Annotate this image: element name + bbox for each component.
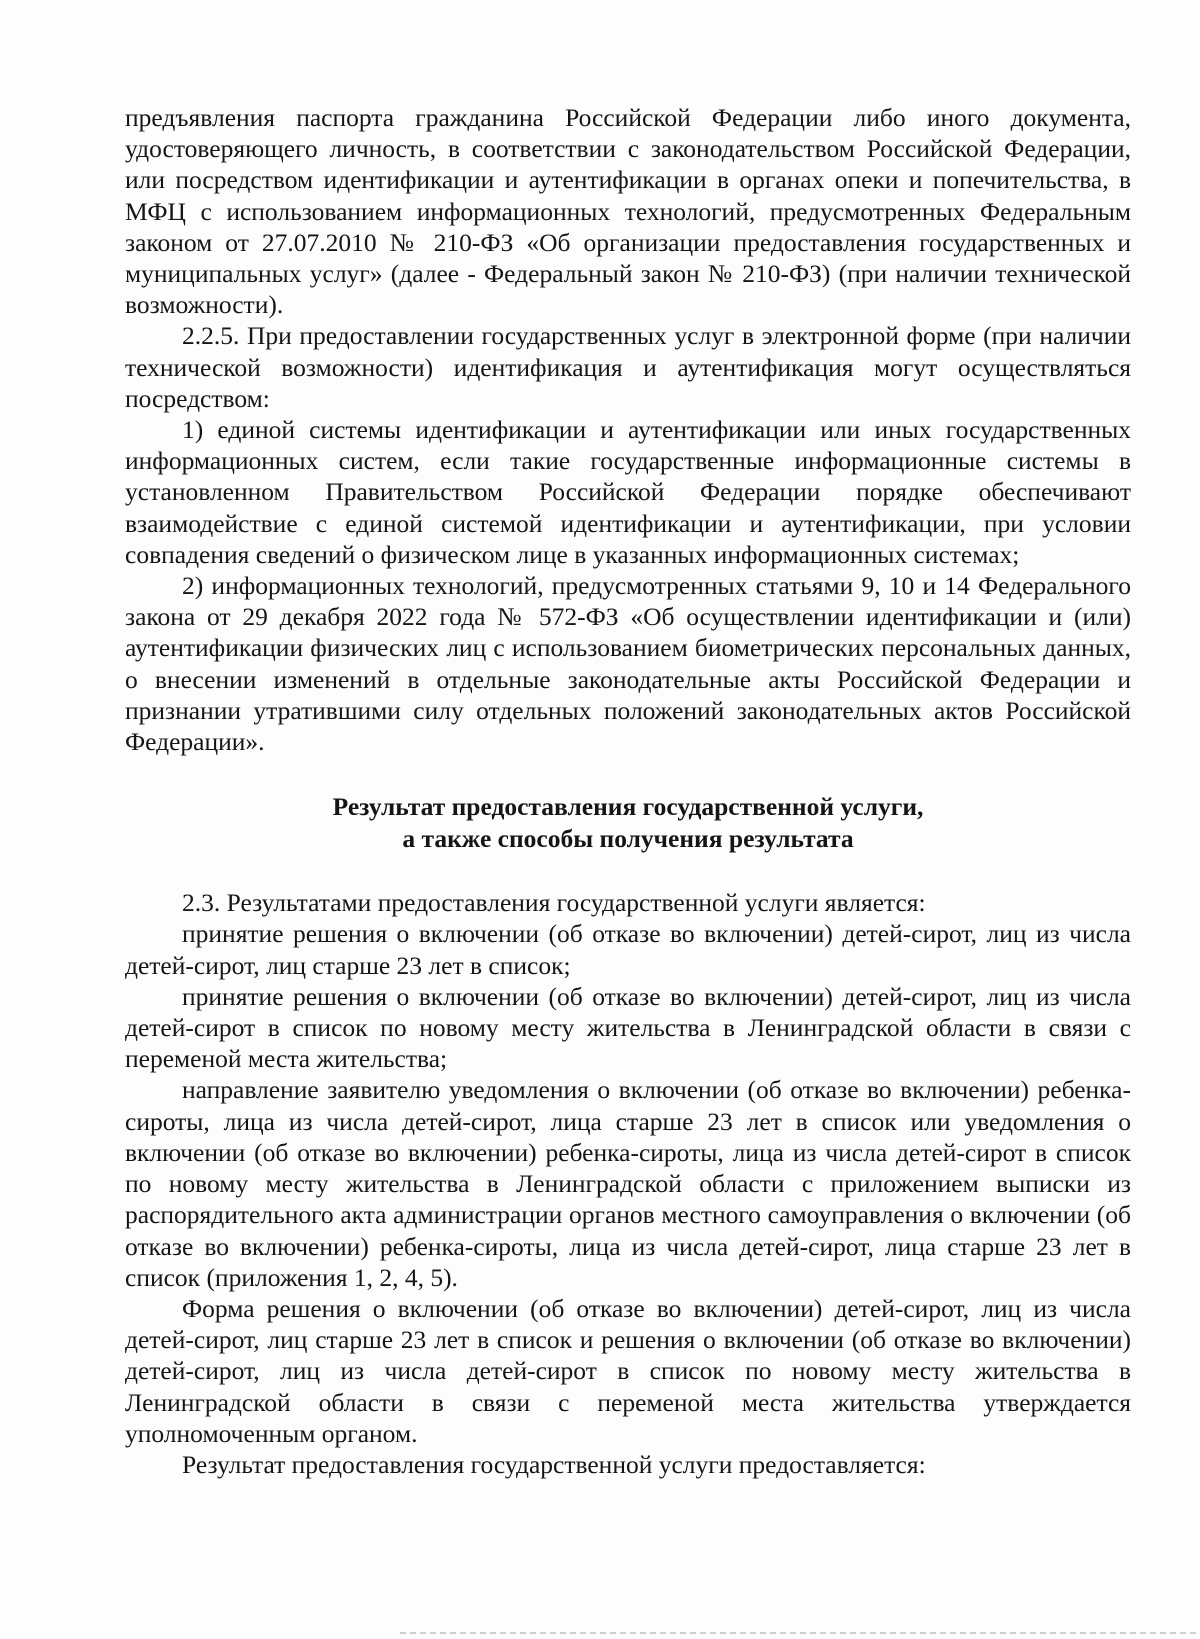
document-body xyxy=(125,102,1131,1480)
paragraph-identity-documents: предъявления паспорта гражданина Российской Федерации либо иного документа, удостоверяющего личность, в соответствии с законодательством Российской Федерации, или посредством идентификации и аутентификации в органах опеки и попечительства, в МФЦ с использованием информационных технологий, предусмотренных Федеральным законом от 27.07.2010 № 210-ФЗ «Об организации предоставления государственных и муниципальных услуг» (далее - Федеральный закон № 210-ФЗ) (при наличии технической возможности). xyxy=(125,103,1131,320)
paragraph-2-2-5: 2.2.5. При предоставлении государственных услуг в электронной форме (при наличии технической возможности) идентификация и аутентификация могут осуществляться посредством: xyxy=(125,321,1131,413)
section-heading xyxy=(125,791,1131,855)
paragraph-result-notification: направление заявителю уведомления о включении (об отказе во включении) ребенка-сироты, лица из числа детей-сирот, лица старше 23 лет в список или уведомления о включении (об отказе во включении) ребенка-сироты, лица из числа детей-сирот в список по новому месту жительства в Ленинградской области с приложением выписки из распорядительного акта администрации органов местного самоуправления о включении (об отказе во включении) ребенка-сироты, лица из числа детей-сирот, лица старше 23 лет в список (приложения 1, 2, 4, 5). xyxy=(125,1075,1131,1292)
paragraph-item-2: 2) информационных технологий, предусмотренных статьями 9, 10 и 14 Федерального закона от 29 декабря 2022 года № 572-ФЗ «Об осуществлении идентификации и (или) аутентификации физических лиц с использованием биометрических персональных данных, о внесении изменений в отдельные законодательные акты Российской Федерации и признании утратившими силу отдельных положений законодательных актов Российской Федерации». xyxy=(125,571,1131,757)
paragraph-item-1: 1) единой системы идентификации и аутентификации или иных государственных информационных систем, если такие государственные информационные системы в установленном Правительством Российской Федерации порядке обеспечивают взаимодействие с единой системой идентификации и аутентификации, при условии совпадения сведений о физическом лице в указанных информационных системах; xyxy=(125,415,1131,569)
paragraph-decision-form: Форма решения о включении (об отказе во включении) детей-сирот, лиц из числа детей-сирот, лиц старше 23 лет в список и решения о включении (об отказе во включении) детей-сирот, лиц из числа детей-сирот в список по новому месту жительства в Ленинградской области в связи с переменой места жительства утверждается уполномоченным органом. xyxy=(125,1293,1131,1448)
section-heading-line-2: а также способы получения результата xyxy=(402,824,854,854)
paragraph-result-decision-list: принятие решения о включении (об отказе во включении) детей-сирот, лиц из числа детей-сирот, лиц старше 23 лет в список; xyxy=(125,919,1131,980)
paragraph-result-decision-new-residence: принятие решения о включении (об отказе во включении) детей-сирот, лиц из числа детей-сирот в список по новому месту жительства в Ленинградской области в связи с переменой места жительства; xyxy=(125,981,1131,1074)
section-heading-line-1: Результат предоставления государственной услуги, xyxy=(332,792,924,822)
paragraph-result-provided: Результат предоставления государственной услуги предоставляется: xyxy=(182,1449,926,1479)
paragraph-2-3: 2.3. Результатами предоставления государственной услуги является: xyxy=(182,888,926,918)
scan-edge-artifact xyxy=(400,1632,1200,1634)
